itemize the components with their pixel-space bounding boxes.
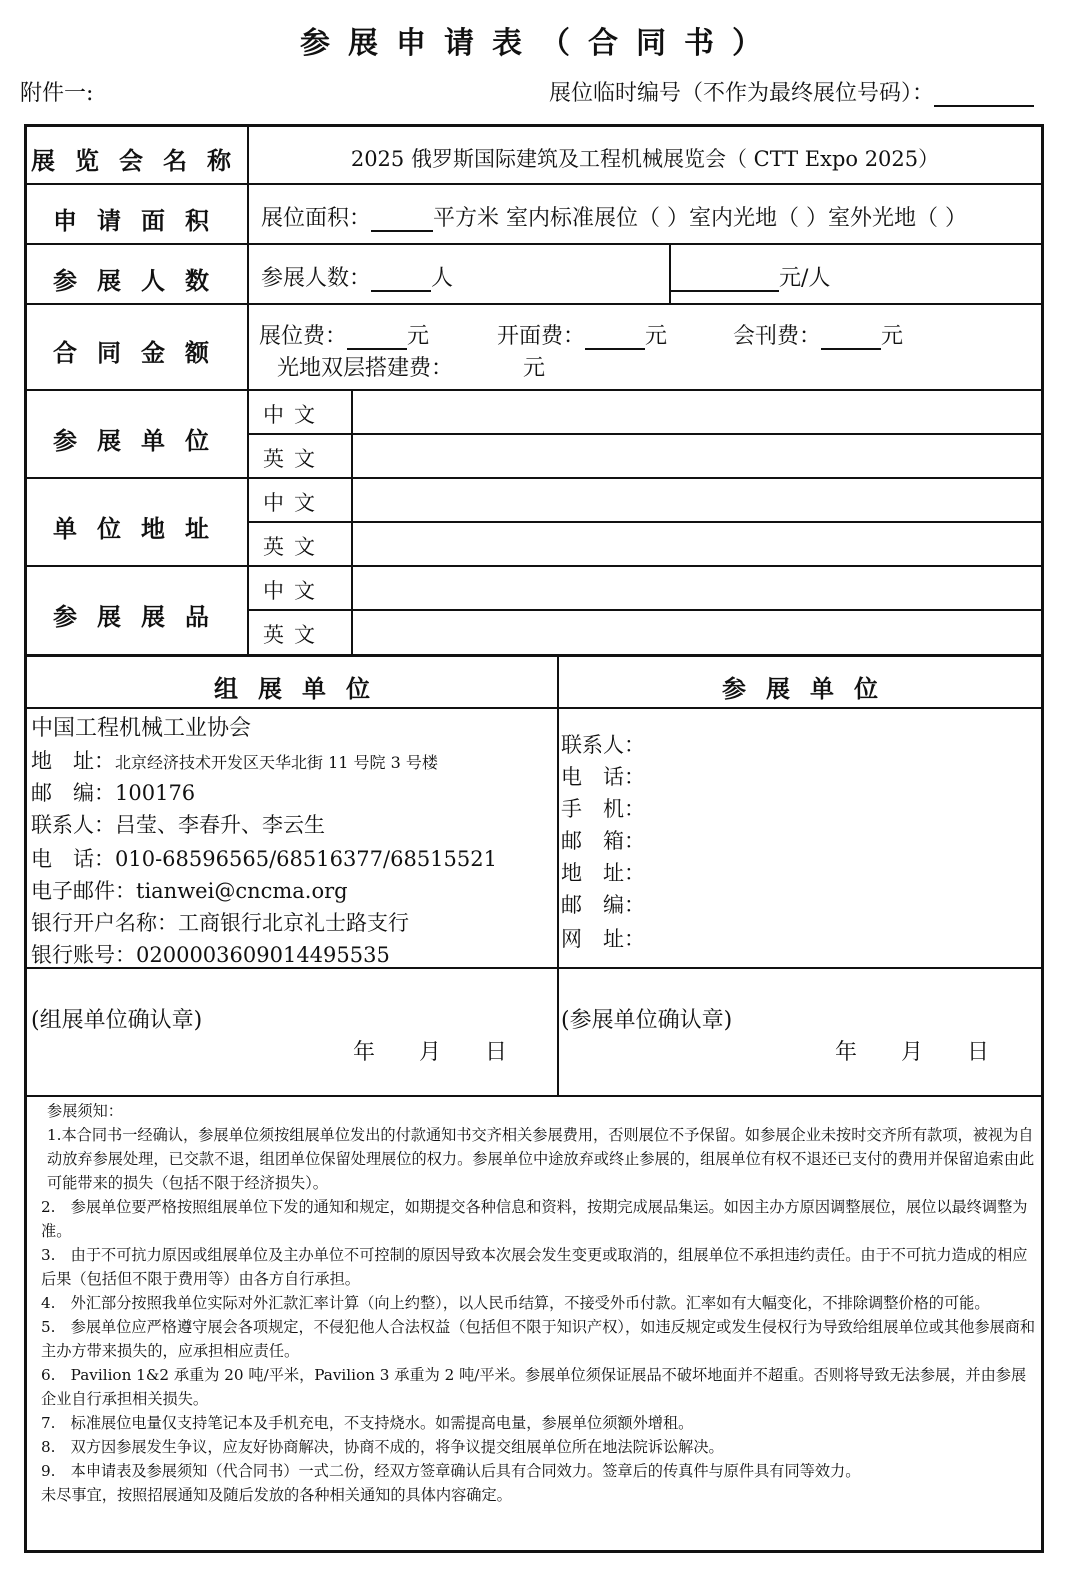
row-divider [27, 243, 1041, 245]
notice [41, 1099, 1041, 1507]
catalog-fee-label: 会刊费： [733, 324, 822, 349]
address-cn-label: 中文 [263, 491, 325, 515]
participant-website[interactable]: 网 址： [561, 927, 645, 951]
products-en-label: 英文 [263, 623, 325, 647]
participant-address[interactable]: 地 址： [561, 861, 645, 885]
participant-tel[interactable]: 电 话： [561, 765, 645, 789]
organizer-bank: 银行开户名称：工商银行北京礼士路支行 [31, 911, 409, 935]
area-blank[interactable] [371, 230, 433, 232]
form-title: 参展申请表（合同书） [300, 26, 780, 61]
organizer-seal: (组展单位确认章) [31, 1008, 203, 1033]
notice-item: 未尽事宜，按照招展通知及随后发放的各种相关通知的具体内容确定。 [41, 1486, 512, 1504]
opening-fee-label: 开面费： [497, 324, 586, 349]
catalog-fee-field [733, 319, 903, 350]
organizer-contact: 联系人：吕莹、李春升、李云生 [31, 813, 325, 837]
row-divider [27, 183, 1041, 185]
participant-header: 参展单位 [722, 674, 898, 703]
participant-date[interactable]: 年 月 日 [835, 1040, 990, 1065]
per-person-fee-blank[interactable] [671, 290, 779, 292]
per-person-fee-field [671, 261, 830, 292]
area-field [261, 201, 967, 232]
double-deck-fee-unit: 元 [523, 356, 546, 381]
area-label: 申请面积 [53, 206, 229, 235]
amount-label: 合同金额 [53, 338, 229, 367]
double-deck-fee-field [277, 351, 545, 382]
double-deck-fee-label: 光地双层搭建费： [277, 356, 454, 381]
row-divider [27, 707, 1041, 709]
row-divider [27, 303, 1041, 305]
opening-fee-blank[interactable] [585, 348, 645, 350]
row-divider [27, 1095, 1041, 1097]
products-label: 参展展品 [53, 602, 229, 631]
organizer-email: 电子邮件：tianwei@cncma.org [31, 879, 348, 903]
notice-item: 1.本合同书一经确认，参展单位须按组展单位发出的付款通知书交齐相关参展费用，否则展位不予保留。如参展企业未按时交齐所有款项，被视为自动放弃参展处理，已交款不退，组团单位保留处理展位的权力。参展单位中途放弃或终止参展的，组展单位有权不退还已支付的费用并保留追索由此可能带来的损失（包括不限于经济损失）。 [47, 1126, 1035, 1192]
exhibitor-cn-label: 中文 [263, 403, 325, 427]
people-field [261, 261, 453, 292]
participant-email[interactable]: 邮 箱： [561, 829, 645, 853]
exhibition-name-label: 展览会名称 [31, 146, 251, 175]
area-unit: 平方米 [433, 206, 500, 231]
booth-fee-field [259, 319, 429, 350]
participant-contact[interactable]: 联系人： [561, 733, 645, 757]
exhibitor-label: 参展单位 [53, 426, 229, 455]
catalog-fee-blank[interactable] [821, 348, 881, 350]
area-prefix: 展位面积： [261, 206, 372, 231]
organizer-tel: 电 话：010-68596565/68516377/68515521 [31, 847, 497, 871]
people-label: 参展人数 [53, 266, 229, 295]
exhibitor-cn-input[interactable] [353, 389, 1041, 433]
address-label: 单位地址 [53, 514, 229, 543]
people-blank[interactable] [371, 290, 431, 292]
participant-zip[interactable]: 邮 编： [561, 893, 645, 917]
organizer-address [31, 745, 438, 775]
area-option-indoor-standard[interactable]: 室内标准展位（ ） [506, 206, 690, 231]
notice-item: 5. 参展单位应严格遵守展会各项规定，不侵犯他人合法权益（包括但不限于知识产权），如违反规定或发生侵权行为导致给组展单位或其他参展商和主办方带来损失的，应承担相应责任。 [41, 1318, 1036, 1360]
area-option-outdoor-raw[interactable]: 室外光地（ ） [828, 206, 968, 231]
address-en-label: 英文 [263, 535, 325, 559]
booth-temp-label: 展位临时编号（不作为最终展位号码）： [548, 81, 934, 106]
products-cn-input[interactable] [353, 565, 1041, 609]
col-divider [557, 654, 559, 1095]
organizer-account: 银行账号：0200003609014495535 [31, 943, 390, 967]
participant-seal[interactable]: (参展单位确认章) [561, 1008, 733, 1033]
notice-item: 8. 双方因参展发生争议，应友好协商解决，协商不成的，将争议提交组展单位所在地法院诉讼解决。 [41, 1438, 724, 1456]
organizer-address-label: 地 址： [31, 749, 115, 773]
people-unit: 人 [431, 266, 454, 291]
participant-mobile[interactable]: 手 机： [561, 797, 645, 821]
organizer-name: 中国工程机械工业协会 [31, 716, 252, 741]
opening-fee-unit: 元 [645, 324, 668, 349]
notice-item: 3. 由于不可抗力原因或组展单位及主办单位不可控制的原因导致本次展会发生变更或取消的，组展单位不承担违约责任。由于不可抗力造成的相应后果（包括但不限于费用等）由各方自行承担。 [41, 1246, 1028, 1288]
products-en-input[interactable] [353, 609, 1041, 653]
booth-fee-unit: 元 [407, 324, 430, 349]
catalog-fee-unit: 元 [881, 324, 904, 349]
notice-item: 9. 本申请表及参展须知（代合同书）一式二份，经双方签章确认后具有合同效力。签章后的传真件与原件具有同等效力。 [41, 1462, 861, 1480]
people-prefix: 参展人数： [261, 266, 372, 291]
opening-fee-field [497, 319, 667, 350]
per-person-fee-unit: 元/人 [779, 266, 831, 291]
notice-item: 2. 参展单位要严格按照组展单位下发的通知和规定，如期提交各种信息和资料，按期完成展品集运。如因主办方原因调整展位，展位以最终调整为准。 [41, 1198, 1028, 1240]
annex-label: 附件一: [20, 81, 94, 106]
organizer-zip: 邮 编：100176 [31, 781, 196, 805]
area-option-indoor-raw[interactable]: 室内光地（ ） [689, 206, 829, 231]
address-en-input[interactable] [353, 521, 1041, 565]
notice-item: 4. 外汇部分按照我单位实际对外汇款汇率计算（向上约整），以人民币结算，不接受外币付款。汇率如有大幅变化，不排除调整价格的可能。 [41, 1294, 990, 1312]
organizer-address-value: 北京经济技术开发区天华北街 11 号院 3 号楼 [115, 753, 438, 772]
notice-item: 6. Pavilion 1&2 承重为 20 吨/平米，Pavilion 3 承重为 2 吨/平米。参展单位须保证展品不破坏地面并不超重。否则将导致无法参展，并由参展企业自行承担相关损失。 [41, 1366, 1027, 1408]
notice-title: 参展须知： [47, 1102, 123, 1120]
booth-fee-label: 展位费： [259, 324, 348, 349]
exhibitor-en-label: 英文 [263, 447, 325, 471]
booth-temp-number [549, 76, 1034, 107]
products-cn-label: 中文 [263, 579, 325, 603]
booth-temp-blank[interactable] [934, 105, 1034, 107]
address-cn-input[interactable] [353, 477, 1041, 521]
organizer-date: 年 月 日 [353, 1040, 508, 1065]
row-divider [27, 654, 1041, 657]
booth-fee-blank[interactable] [347, 348, 407, 350]
application-form [24, 124, 1044, 1553]
notice-item: 7. 标准展位电量仅支持笔记本及手机充电，不支持烧水。如需提高电量，参展单位须额外增租。 [41, 1414, 694, 1432]
exhibition-name-value: 2025 俄罗斯国际建筑及工程机械展览会（ CTT Expo 2025） [350, 147, 940, 171]
exhibitor-en-input[interactable] [353, 433, 1041, 477]
organizer-header: 组展单位 [214, 674, 390, 703]
